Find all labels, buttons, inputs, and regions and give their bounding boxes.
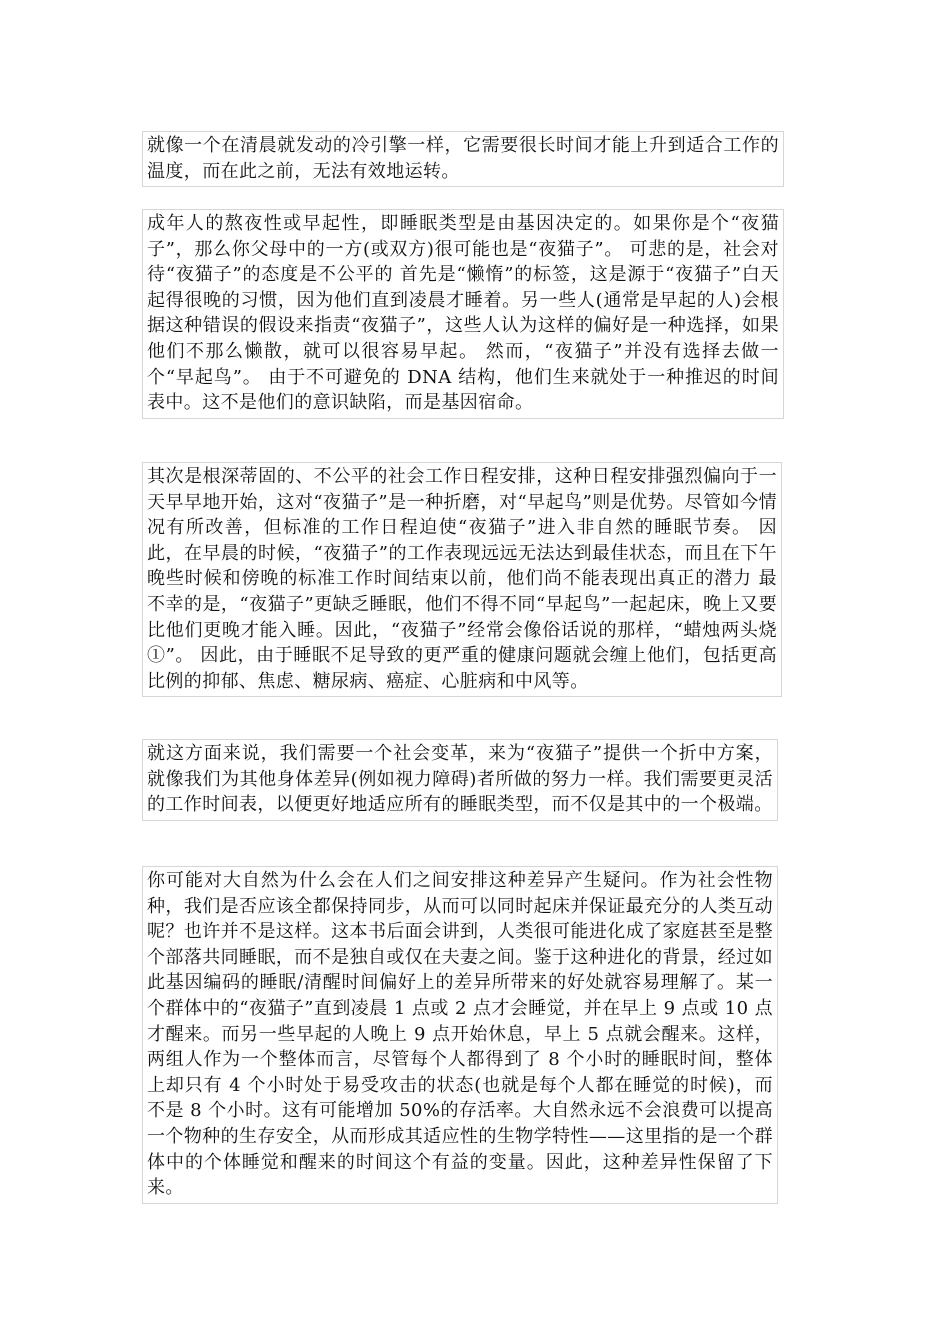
paragraph-5: 你可能对大自然为什么会在人们之间安排这种差异产生疑问。作为社会性物种，我们是否应该全都保持同步，从而可以同时起床并保证最充分的人类互动呢？也许并不是这样。这本书后面会讲到，人类很可能进化成了家庭甚至是整个部落共同睡眠，而不是独自或仅在夫妻之间。鉴于这种进化的背景，经过如此基因编码的睡眠/清醒时间偏好上的差异所带来的好处就容易理解了。某一个群体中的“夜猫子”直到凌晨 1 点或 2 点才会睡觉，并在早上 9 点或 10 点才醒来。而另一些早起的人晚上 9 点开始休息，早上 5 点就会醒来。这样，两组人作为一个整体而言，尽管每个人都得到了 8 个小时的睡眠时间，整体上却只有 4 个小时处于易受攻击的状态(也就是每个人都在睡觉的时候)，而不是 8 个小时。这有可能增加 50%的存活率。大自然永远不会浪费可以提高一个物种的生存安全，从而形成其适应性的生物学特性——这里指的是一个群体中的个体睡觉和醒来的时间这个有益的变量。因此，这种差异性保留了下来。 xyxy=(142,866,778,1204)
paragraph-4: 就这方面来说，我们需要一个社会变革，来为“夜猫子”提供一个折中方案，就像我们为其他身体差异(例如视力障碍)者所做的努力一样。我们需要更灵活的工作时间表，以便更好地适应所有的睡眠类型，而不仅是其中的一个极端。 xyxy=(142,739,778,821)
paragraph-3: 其次是根深蒂固的、不公平的社会工作日程安排，这种日程安排强烈偏向于一天早早地开始，这对“夜猫子”是一种折磨，对“早起鸟”则是优势。尽管如今情况有所改善，但标准的工作日程迫使“夜猫子”进入非自然的睡眠节奏。 因此，在早晨的时候，“夜猫子”的工作表现远远无法达到最佳状态，而且在下午晚些时候和傍晚的标准工作时间结束以前，他们尚不能表现出真正的潜力 最不幸的是，“夜猫子”更缺乏睡眠，他们不得不同“早起鸟”一起起床，晚上又要比他们更晚才能入睡。因此，“夜猫子”经常会像俗话说的那样，“蜡烛两头烧①”。 因此，由于睡眠不足导致的更严重的健康问题就会缠上他们，包括更高比例的抑郁、焦虑、糖尿病、癌症、心脏病和中风等。 xyxy=(142,462,782,697)
paragraph-1: 就像一个在清晨就发动的冷引擎一样，它需要很长时间才能上升到适合工作的温度，而在此之前，无法有效地运转。 xyxy=(142,131,784,187)
paragraph-2: 成年人的熬夜性或早起性，即睡眠类型是由基因决定的。如果你是个“夜猫子”，那么你父母中的一方(或双方)很可能也是“夜猫子”。 可悲的是，社会对待“夜猫子”的态度是不公平的 首先是“懒惰”的标签，这是源于“夜猫子”白天起得很晚的习惯，因为他们直到凌晨才睡着。另一些人(通常是早起的人)会根据这种错误的假设来指责“夜猫子”，这些人认为这样的偏好是一种选择，如果他们不那么懒散，就可以很容易早起。 然而，“夜猫子”并没有选择去做一个“早起鸟”。 由于不可避免的 DNA 结构，他们生来就处于一种推迟的时间表中。这不是他们的意识缺陷，而是基因宿命。 xyxy=(142,209,784,419)
